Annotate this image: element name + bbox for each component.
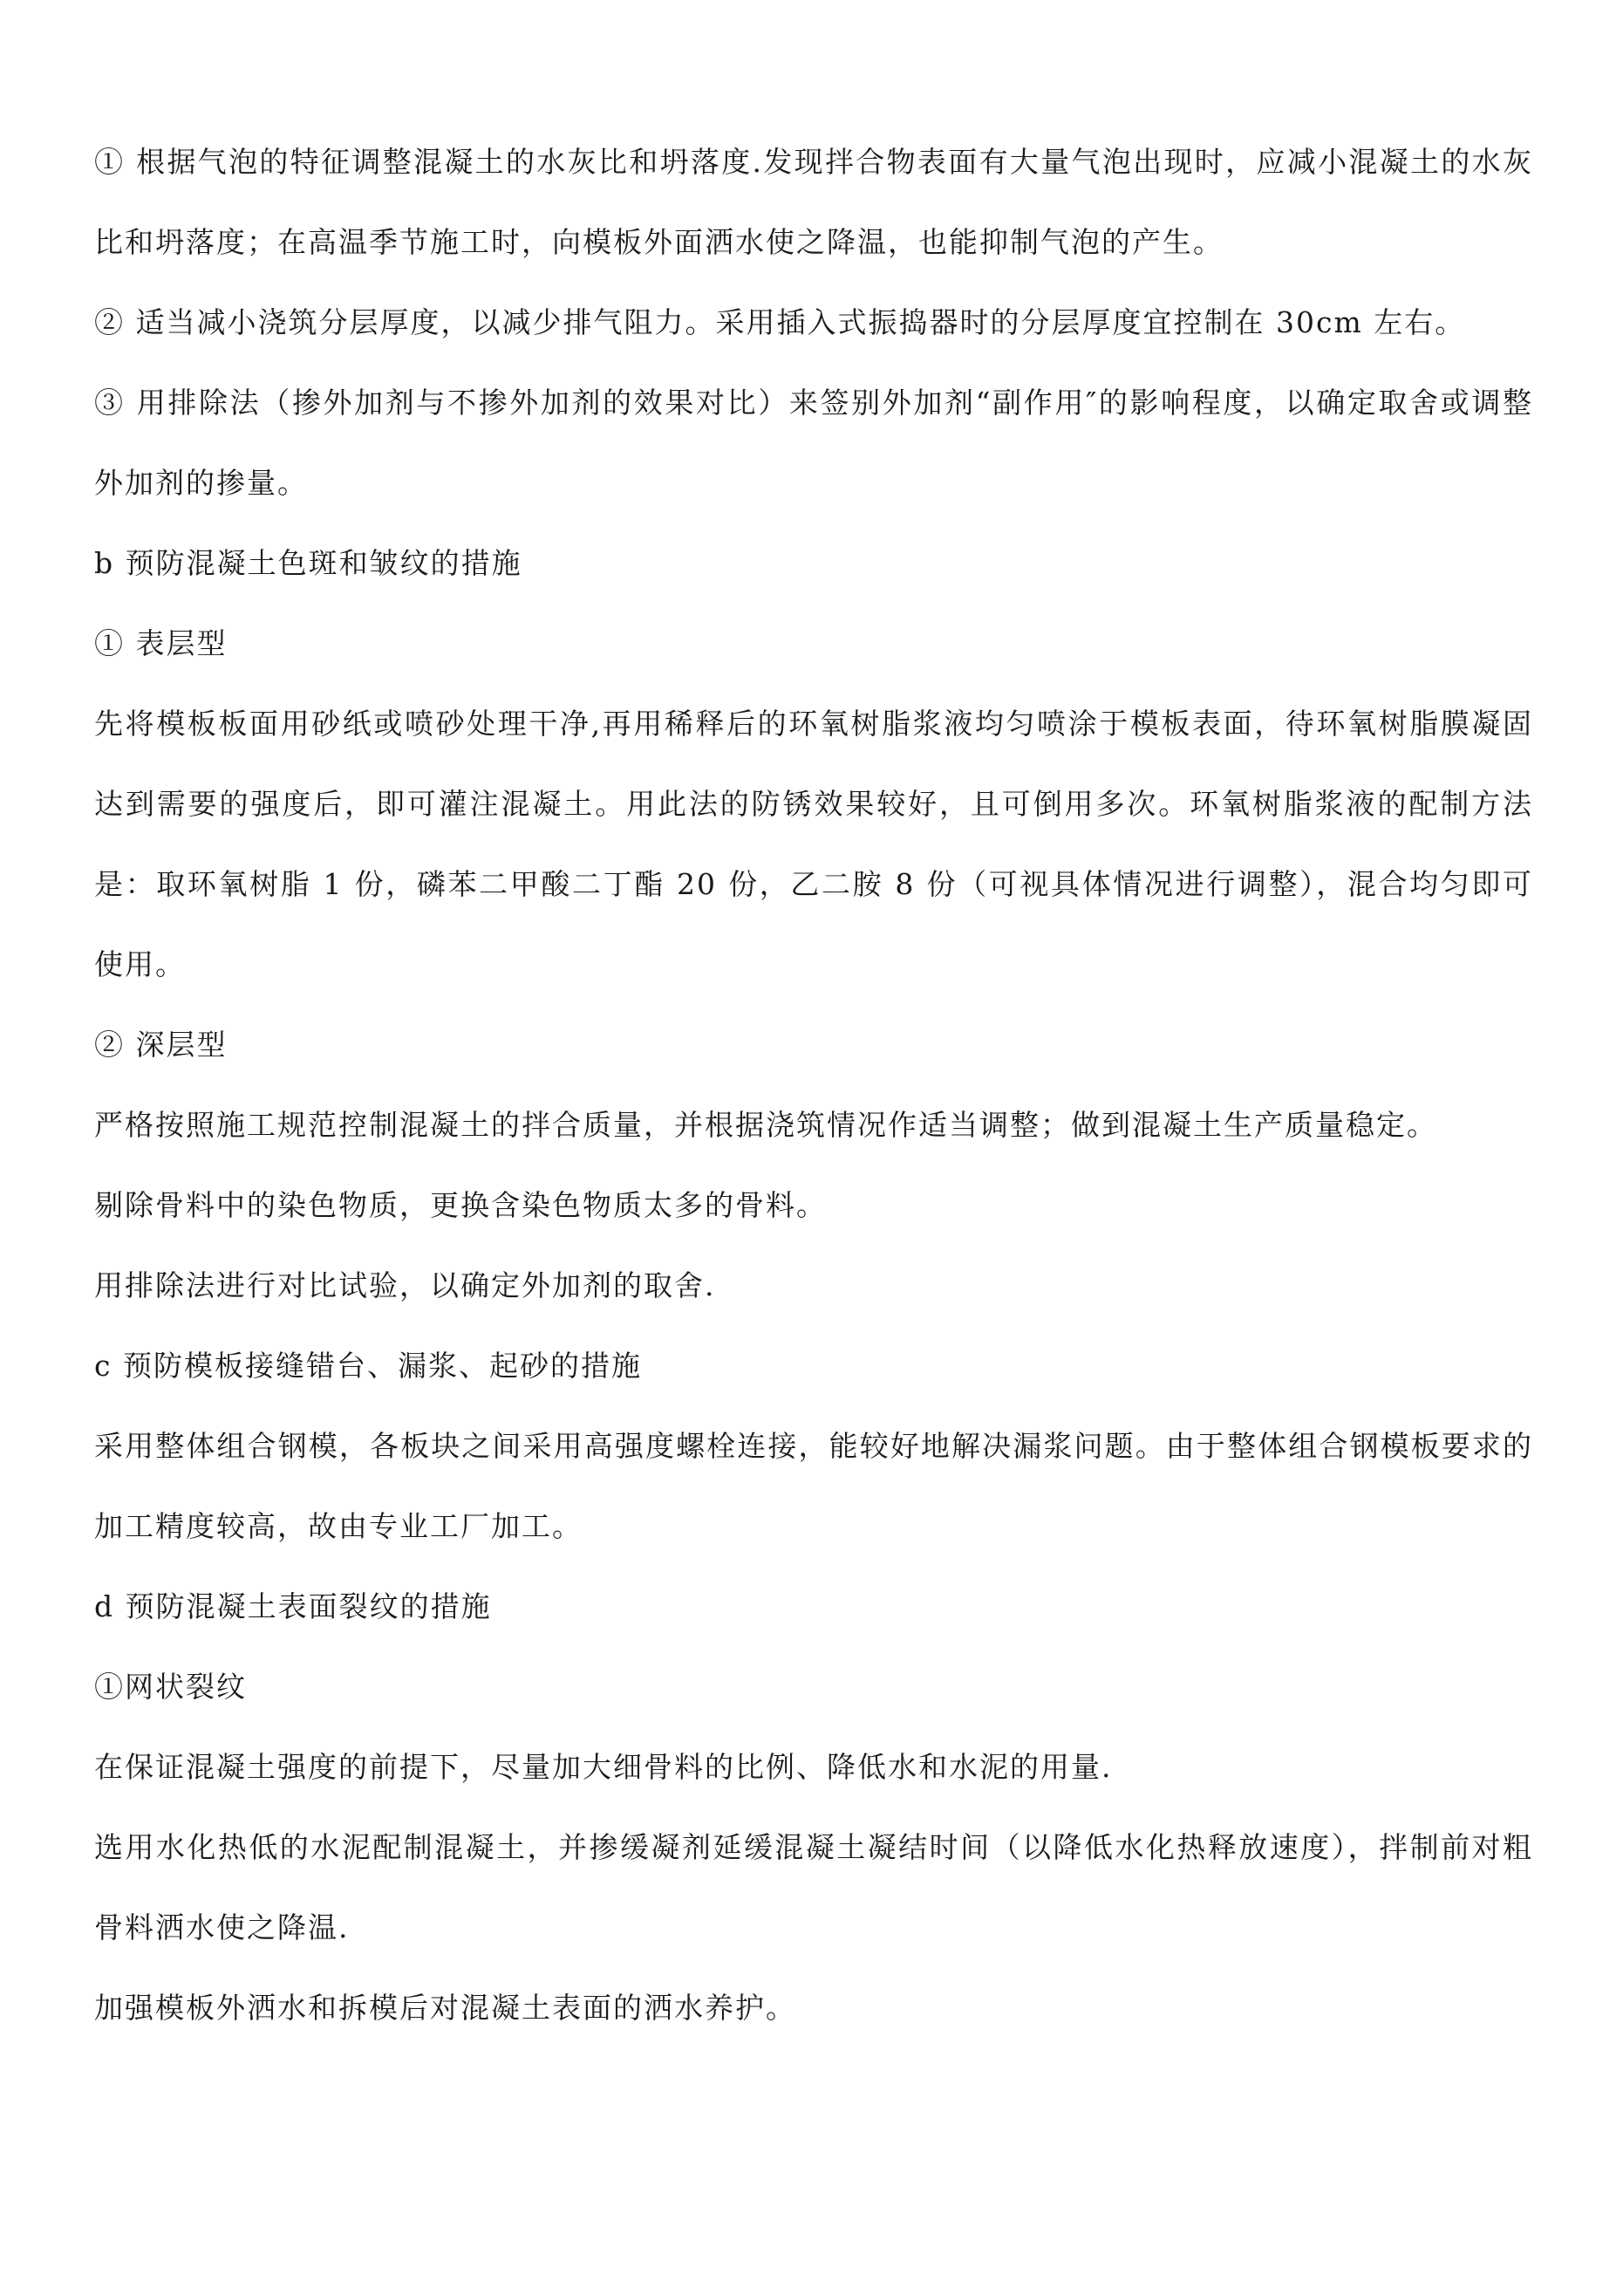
subheading-network-cracks: ①网状裂纹 [94,1670,247,1704]
subheading-surface-type: ① 表层型 [94,626,228,660]
paragraph-curing: 加强模板外洒水和拆模后对混凝土表面的洒水养护。 [94,1991,796,2025]
paragraph-remove-dye: 剔除骨料中的染色物质，更换含染色物质太多的骨料。 [94,1188,827,1222]
section-heading-surface-cracks: d 预防混凝土表面裂纹的措施 [94,1589,492,1623]
section-heading-color-spots: b 预防混凝土色斑和皱纹的措施 [94,546,522,580]
paragraph-fine-aggregate: 在保证混凝土强度的前提下，尽量加大细骨料的比例、降低水和水泥的用量. [94,1750,1113,1784]
document-body [94,122,1533,2048]
paragraph-comparison-test: 用排除法进行对比试验，以确定外加剂的取舍. [94,1268,716,1302]
subheading-deep-type: ② 深层型 [94,1028,228,1062]
paragraph-layer-thickness: ② 适当减小浇筑分层厚度，以减少排气阻力。采用插入式振捣器时的分层厚度宜控制在 30cm 左右。 [94,305,1466,339]
paragraph-bubble-adjust-ratio: ① 根据气泡的特征调整混凝土的水灰比和坍落度.发现拌合物表面有大量气泡出现时，应减小混凝土的水灰比和坍落度；在高温季节施工时，向模板外面洒水使之降温，也能抑制气泡的产生。 [94,145,1533,259]
paragraph-epoxy-coating: 先将模板板面用砂纸或喷砂处理干净,再用稀释后的环氧树脂浆液均匀喷涂于模板表面，待环氧树脂膜凝固达到需要的强度后，即可灌注混凝土。用此法的防锈效果较好，且可倒用多次。环氧树脂浆液的配制方法是：取环氧树脂 1 份，磷苯二甲酸二丁酯 20 份，乙二胺 8 份（可视具体情况进行调整），混合均匀即可使用。 [94,707,1533,981]
paragraph-exclusion-method: ③ 用排除法（掺外加剂与不掺外加剂的效果对比）来签别外加剂“副作用″的影响程度，以确定取舍或调整外加剂的掺量。 [94,386,1533,500]
paragraph-low-heat-cement: 选用水化热低的水泥配制混凝土，并掺缓凝剂延缓混凝土凝结时间（以降低水化热释放速度），拌制前对粗骨料洒水使之降温. [94,1830,1533,1944]
section-heading-formwork-joints: c 预防模板接缝错台、漏浆、起砂的措施 [94,1349,642,1383]
paragraph-steel-formwork: 采用整体组合钢模，各板块之间采用高强度螺栓连接，能较好地解决漏浆问题。由于整体组合钢模板要求的加工精度较高，故由专业工厂加工。 [94,1429,1533,1543]
paragraph-mix-quality: 严格按照施工规范控制混凝土的拌合质量，并根据浇筑情况作适当调整；做到混凝土生产质量稳定。 [94,1108,1437,1142]
